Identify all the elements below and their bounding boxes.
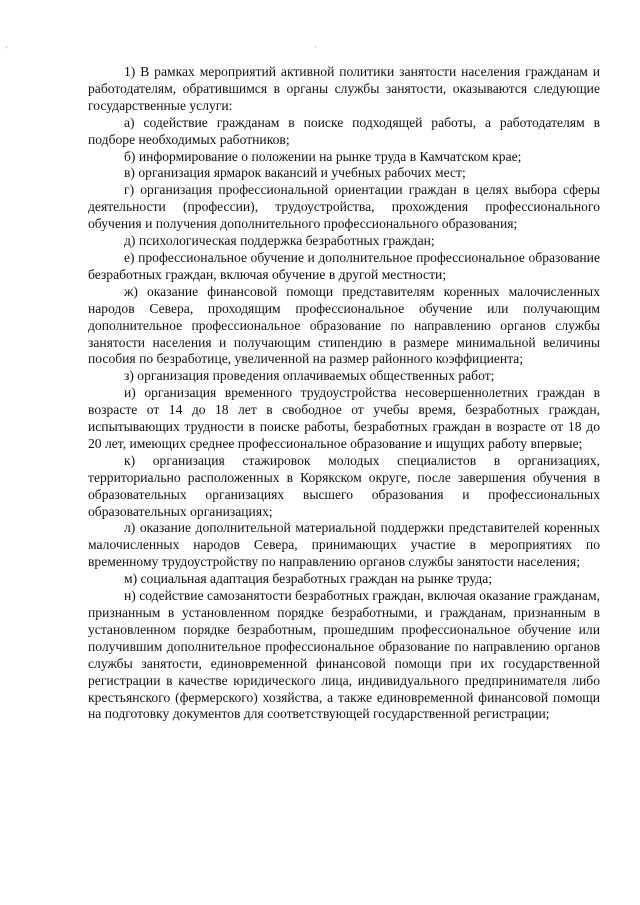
list-item-b: б) информирование о положении на рынке труда в Камчатском крае; <box>124 148 522 164</box>
list-item-i: и) организация временного трудоустройства несовершеннолетних граждан в возрасте от 14 до 18 лет в свободное от учебы время, безработных граждан, испытывающих трудности в поиске работы, безработных граждан в возрасте от 18 до 20 лет, имеющих среднее профессиональное образование и ищущих работу впервые; <box>88 385 600 451</box>
scan-mark-top: · <box>314 43 317 52</box>
list-item-n: н) содействие самозанятости безработных граждан, включая оказание гражданам, признанным в установленном порядке безработными, и гражданам, признанным в установленном порядке безработным, прошедшим профессиональное обучение или получившим дополнительное профессиональное образование по направлению органов службы занятости, единовременной финансовой помощи при их государственной регистрации в качестве юридического лица, индивидуального предпринимателя либо крестьянского (фермерского) хозяйства, а также единовременной финансовой помощи на подготовку документов для соответствующей государственной регистрации; <box>88 588 600 722</box>
list-item-v: в) организация ярмарок вакансий и учебных рабочих мест; <box>124 165 466 181</box>
list-item-a: а) содействие гражданам в поиске подходящей работы, а работодателям в подборе необходимых работников; <box>88 114 600 147</box>
scan-mark-left: ' <box>6 45 8 54</box>
list-item-l: л) оказание дополнительной материальной поддержки представителей коренных малочисленных народов Севера, принимающих участие в мероприятиях по временному трудоустройству по направлению органов службы занятости населения; <box>88 520 600 570</box>
list-item-d: д) психологическая поддержка безработных граждан; <box>124 233 435 249</box>
paragraph-intro: 1) В рамках мероприятий активной политики занятости населения гражданам и работодателям, обратившимся в органы службы занятости, оказываются следующие государственные услуги: <box>88 64 600 113</box>
list-item-g: г) организация профессиональной ориентации граждан в целях выбора сферы деятельности (профессии), трудоустройства, прохождения профессионального обучения и получения дополнительного профессионального образования; <box>88 182 600 232</box>
document-body <box>88 64 600 723</box>
list-item-m: м) социальная адаптация безработных граждан на рынке труда; <box>124 571 493 587</box>
list-item-k: к) организация стажировок молодых специалистов в организациях, территориально расположенных в Корякском округе, после завершения обучения в образовательных организациях высшего образования и профессиональных образовательных организациях; <box>88 452 600 519</box>
list-item-zh: ж) оказание финансовой помощи представителям коренных малочисленных народов Севера, проходящим профессиональное обучение или получающим дополнительное профессиональное образование по направлению органов службы занятости населения и получающим стипендию в размере минимальной величины пособия по безработице, увеличенной на размер районного коэффициента; <box>88 283 600 367</box>
list-item-z: з) организация проведения оплачиваемых общественных работ; <box>124 368 495 384</box>
list-item-e: е) профессиональное обучение и дополнительное профессиональное образование безработных граждан, включая обучение в другой местности; <box>88 249 600 282</box>
